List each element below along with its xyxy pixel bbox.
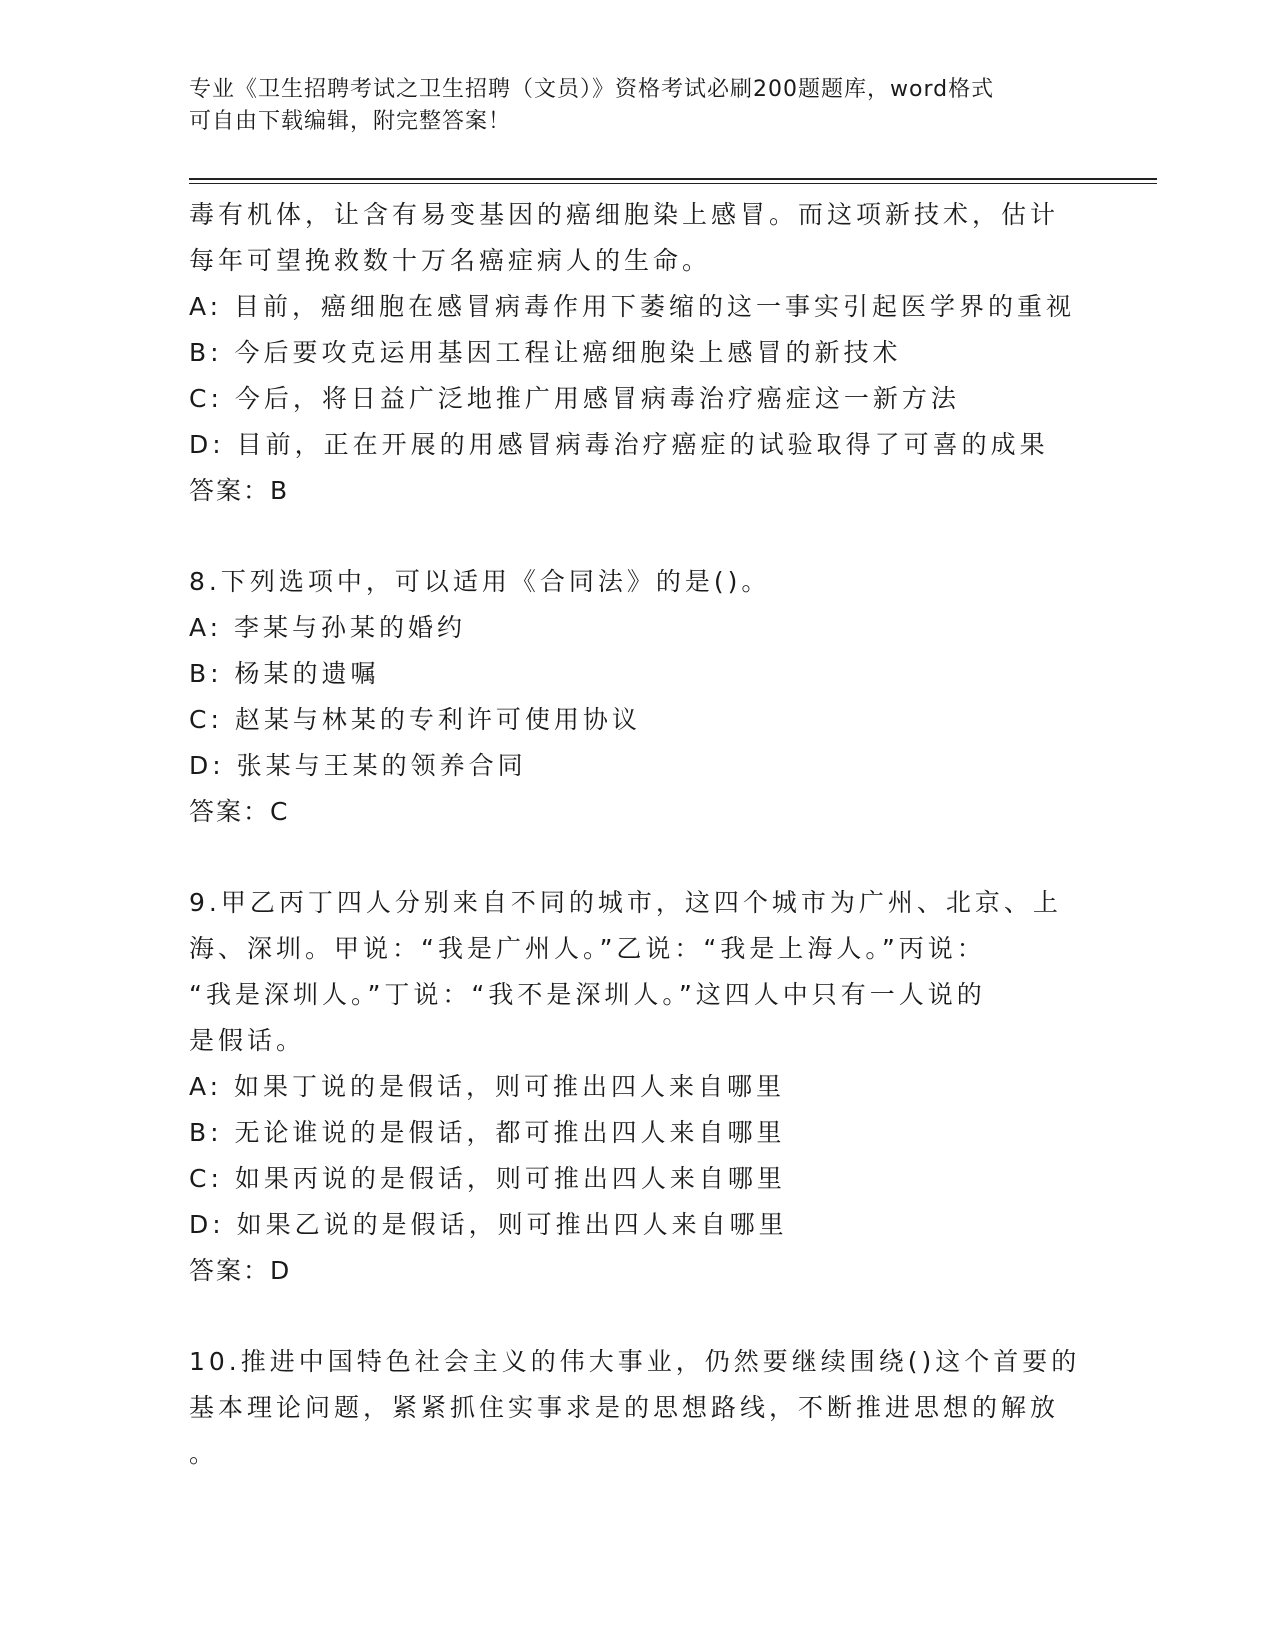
question-text-line: 海、深圳。甲说：“我是广州人。”乙说：“我是上海人。”丙说： — [189, 934, 986, 963]
answer-line: 答案：B — [189, 476, 290, 505]
question-10 — [189, 1339, 1089, 1477]
question-text-line: 每年可望挽救数十万名癌症病人的生命。 — [189, 246, 712, 275]
document-header — [189, 74, 1069, 138]
question-spacer — [189, 514, 1089, 559]
header-line-2: 可自由下载编辑，附完整答案！ — [189, 109, 512, 134]
option-c: C: 赵某与林某的专利许可使用协议 — [189, 705, 641, 734]
header-line-1: 专业《卫生招聘考试之卫生招聘（文员）》资格考试必刷200题题库，word格式 — [189, 77, 995, 102]
question-spacer — [189, 1294, 1089, 1339]
option-c: C: 如果丙说的是假话，则可推出四人来自哪里 — [189, 1164, 786, 1193]
option-b: B: 今后要攻克运用基因工程让癌细胞染上感冒的新技术 — [189, 338, 902, 367]
header-divider-thin — [189, 183, 1157, 184]
option-d: D: 张某与王某的领养合同 — [189, 751, 527, 780]
option-b: B: 杨某的遗嘱 — [189, 659, 380, 688]
answer-line: 答案：C — [189, 797, 290, 826]
question-text-line: 8.下列选项中，可以适用《合同法》的是()。 — [189, 567, 771, 596]
question-spacer — [189, 835, 1089, 880]
question-7-continued — [189, 192, 1089, 514]
question-text-line: 基本理论问题，紧紧抓住实事求是的思想路线，不断推进思想的解放 — [189, 1393, 1060, 1422]
document-body — [189, 192, 1089, 1477]
option-a: A: 李某与孙某的婚约 — [189, 613, 467, 642]
question-text-line: 9.甲乙丙丁四人分别来自不同的城市，这四个城市为广州、北京、上 — [189, 888, 1062, 917]
option-a: A: 如果丁说的是假话，则可推出四人来自哪里 — [189, 1072, 786, 1101]
question-text-line: 毒有机体，让含有易变基因的癌细胞染上感冒。而这项新技术，估计 — [189, 200, 1060, 229]
option-d: D: 如果乙说的是假话，则可推出四人来自哪里 — [189, 1210, 788, 1239]
question-text-line: 10.推进中国特色社会主义的伟大事业，仍然要继续围绕()这个首要的 — [189, 1347, 1081, 1376]
question-8 — [189, 559, 1089, 835]
answer-line: 答案：D — [189, 1256, 292, 1285]
header-divider-thick — [189, 178, 1157, 180]
question-text-line: 。 — [189, 1439, 219, 1468]
option-a: A: 目前，癌细胞在感冒病毒作用下萎缩的这一事实引起医学界的重视 — [189, 292, 1076, 321]
question-text-line: “我是深圳人。”丁说：“我不是深圳人。”这四人中只有一人说的 — [189, 980, 986, 1009]
question-text-line: 是假话。 — [189, 1026, 306, 1055]
option-d: D: 目前，正在开展的用感冒病毒治疗癌症的试验取得了可喜的成果 — [189, 430, 1049, 459]
option-c: C: 今后，将日益广泛地推广用感冒病毒治疗癌症这一新方法 — [189, 384, 960, 413]
question-9 — [189, 880, 1089, 1294]
option-b: B: 无论谁说的是假话，都可推出四人来自哪里 — [189, 1118, 786, 1147]
